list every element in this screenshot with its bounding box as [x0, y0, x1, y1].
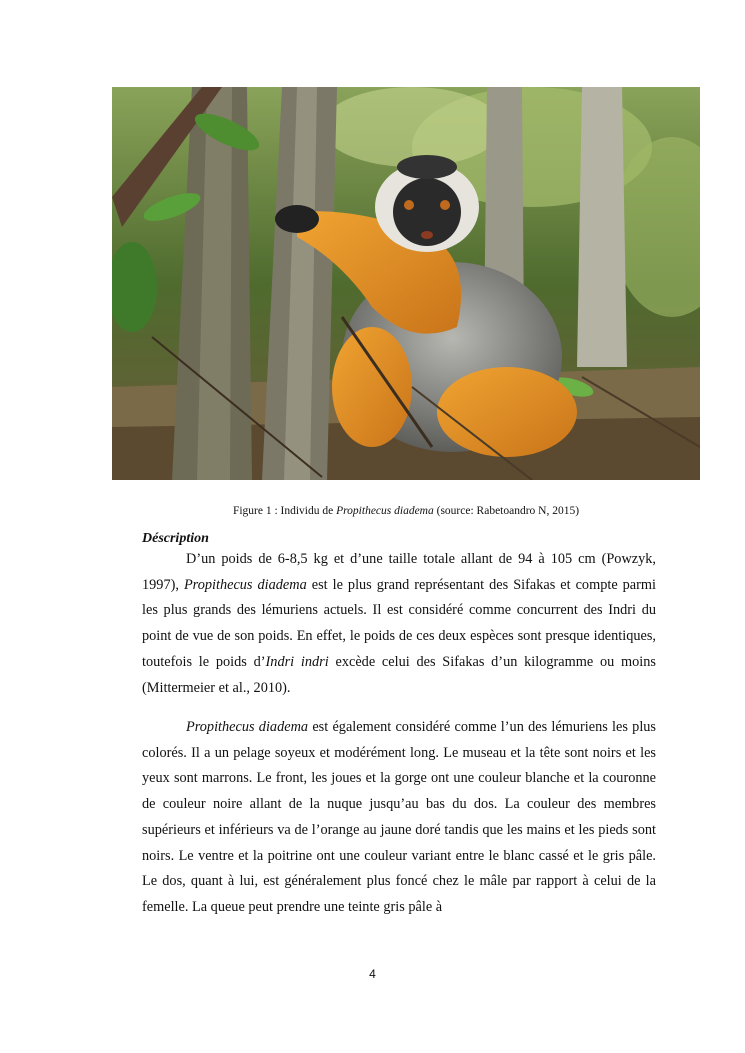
- caption-species: Propithecus diadema: [336, 505, 434, 517]
- paragraph-2: [142, 715, 656, 921]
- lemur-photo: [112, 87, 700, 480]
- paragraph-1-species: Propithecus diadema: [183, 576, 307, 593]
- paragraph-1-text-1: D’un poids de 6-8,5 kg et d’une taille totale allant de 94 à 105 cm (Powzyk, 1997),: [142, 551, 656, 593]
- paragraph-1-text-3: excède celui des Sifakas d’un kilogramme ou moins (Mittermeier et al., 2010).: [142, 653, 656, 696]
- caption-suffix: (source: Rabetoandro N, 2015): [433, 505, 580, 517]
- paragraph-2-text-1: est également considéré comme l’un des lémuriens les plus colorés. Il a un pelage soyeux et modérément long. Le museau et la tête sont noirs et les yeux sont marrons. Le front, les joues et la gorge ont une couleur blanche et la couronne de couleur noire allant de la nuque jusqu’au bas du dos. La couleur des membres supérieurs et inférieurs va de l’orange au jaune doré tandis que les mains et les pieds sont noirs. Le ventre et la poitrine ont une couleur variant entre le blanc cassé et le gris pâle. Le dos, quant à lui, est généralement plus foncé chez le mâle par rapport à celui de la femelle. La queue peut prendre une teinte gris pâle à: [142, 719, 656, 915]
- page-number: 4: [369, 967, 376, 981]
- paragraph-1-species-2: Indri indri: [265, 653, 329, 670]
- caption-prefix: Figure 1 : Individu de: [232, 505, 337, 517]
- paragraph-1-text-2: est le plus grand représentant des Sifakas et compte parmi les plus grands des lémuriens actuels. Il est considéré comme concurrent des Indri du point de vue de son poids. En effet, le poids de ces deux espèces sont presque identiques, toutefois le poids d’: [142, 576, 657, 670]
- paragraph-1: [142, 547, 656, 701]
- section-heading: Déscription: [142, 531, 209, 546]
- paragraph-2-species: Propithecus diadema: [186, 719, 309, 735]
- figure-caption: [112, 503, 700, 519]
